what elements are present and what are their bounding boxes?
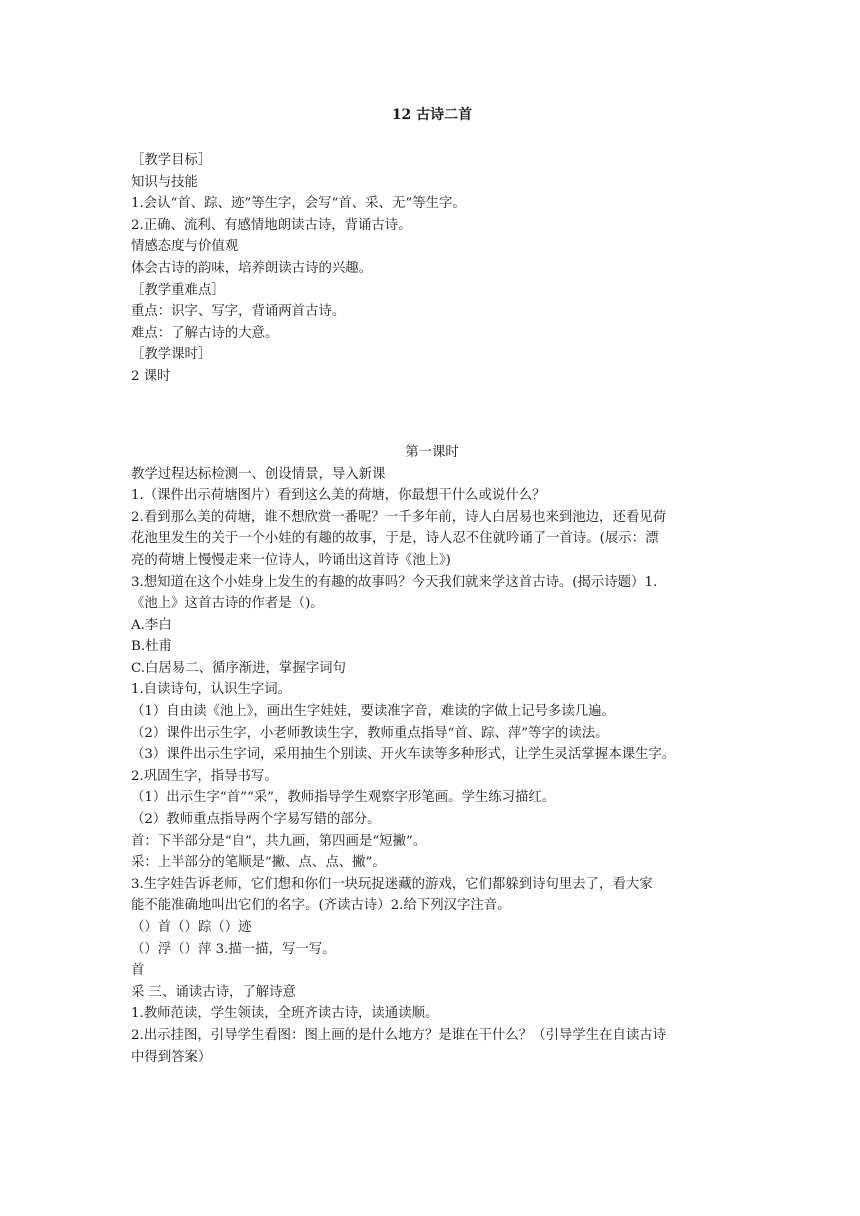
section-heading-key-points: ［教学重难点］ xyxy=(131,282,225,298)
option-c: C.白居易二、循序渐进，掌握字词句 xyxy=(131,660,346,676)
subheading-knowledge-skills: 知识与技能 xyxy=(131,174,198,190)
difficulty-item: 难点：了解古诗的大意。 xyxy=(131,325,279,341)
body-line: 3.想知道在这个小娃身上发生的有趣的故事吗？今天我们就来学这首古诗。(揭示诗题）1. xyxy=(131,574,658,590)
body-line: 教学过程达标检测一、创设情景，导入新课 xyxy=(131,466,386,482)
lesson-heading: 第一课时 xyxy=(405,444,459,460)
body-line: 1.（课件出示荷塘图片）看到这么美的荷塘，你最想干什么或说什么？ xyxy=(131,488,546,504)
objective-item: 1.会认“首、踪、迹”等生字，会写“首、采、无”等生字。 xyxy=(131,196,466,212)
body-line: 1.自读诗句，认识生字词。 xyxy=(131,682,292,698)
body-line: 2.出示挂图，引导学生看图：图上画的是什么地方？是谁在干什么？（引导学生在自读古诗 xyxy=(131,1027,667,1043)
subheading-attitude-values: 情感态度与价值观 xyxy=(131,239,239,255)
option-b: B.杜甫 xyxy=(131,639,172,655)
objective-item: 2.正确、流利、有感情地朗读古诗，背诵古诗。 xyxy=(131,217,412,233)
body-line: （2）课件出示生字，小老师教读生字，教师重点指导“首、踪、萍”等字的读法。 xyxy=(131,725,609,741)
lesson-body xyxy=(131,464,733,1069)
class-hours-value: 2 课时 xyxy=(131,368,171,384)
tracing-character: 首 xyxy=(131,963,145,979)
section-heading-objectives: ［教学目标］ xyxy=(131,153,212,168)
body-line: （3）课件出示生字词，采用抽生个别读、开火车读等多种形式，让学生灵活掌握本课生字。 xyxy=(131,747,676,763)
body-line: （1）出示生字“首”“采”，教师指导学生观察字形笔画。学生练习描红。 xyxy=(131,790,556,806)
body-line: 亮的荷塘上慢慢走来一位诗人，吟诵出这首诗《池上》) xyxy=(131,552,451,568)
body-line: 中得到答案） xyxy=(131,1049,212,1065)
body-line: 2.巩固生字，指导书写。 xyxy=(131,768,278,784)
body-line: 首：下半部分是“自”，共九画，第四画是“短撇”。 xyxy=(131,833,427,849)
key-point-item: 重点：识字、写字，背诵两首古诗。 xyxy=(131,304,346,320)
pinyin-exercise-line: （）首（）踪（）迹 xyxy=(131,920,252,935)
body-line: 花池里发生的关于一个小娃的有趣的故事，于是，诗人忍不住就吟诵了一首诗。(展示：漂 xyxy=(131,531,659,547)
objective-item: 体会古诗的韵味，培养朗读古诗的兴趣。 xyxy=(131,260,373,276)
pinyin-exercise-line: （）浮（）萍 3.描一描，写一写。 xyxy=(131,941,336,957)
body-line: （1）自由读《池上》，画出生字娃娃，要读准字音，难读的字做上记号多读几遍。 xyxy=(131,704,615,720)
body-line: 3.生字娃告诉老师，它们想和你们一块玩捉迷藏的游戏，它们都躲到诗句里去了，看大家 xyxy=(131,876,653,892)
body-line: 2.看到那么美的荷塘，谁不想欣赏一番呢？一千多年前，诗人白居易也来到池边，还看见荷 xyxy=(131,509,667,525)
section-heading-class-hours: ［教学课时］ xyxy=(131,347,212,363)
body-line: 1.教师范读，学生领读，全班齐读古诗，读通读顺。 xyxy=(131,1006,439,1022)
body-line: 采 三、诵读古诗，了解诗意 xyxy=(131,984,296,1000)
body-line: （2）教师重点指导两个字易写错的部分。 xyxy=(131,812,381,828)
body-line: 采：上半部分的笔顺是“撇、点、点、撇”。 xyxy=(131,855,386,871)
body-line: 《池上》这首古诗的作者是（)。 xyxy=(131,596,324,612)
option-a: A.李白 xyxy=(131,617,172,633)
document-title: 12 古诗二首 xyxy=(391,107,473,123)
document-page xyxy=(131,104,733,1068)
body-line: 能不能准确地叫出它们的名字。(齐读古诗）2.给下列汉字注音。 xyxy=(131,898,511,914)
intro-section xyxy=(131,150,733,388)
